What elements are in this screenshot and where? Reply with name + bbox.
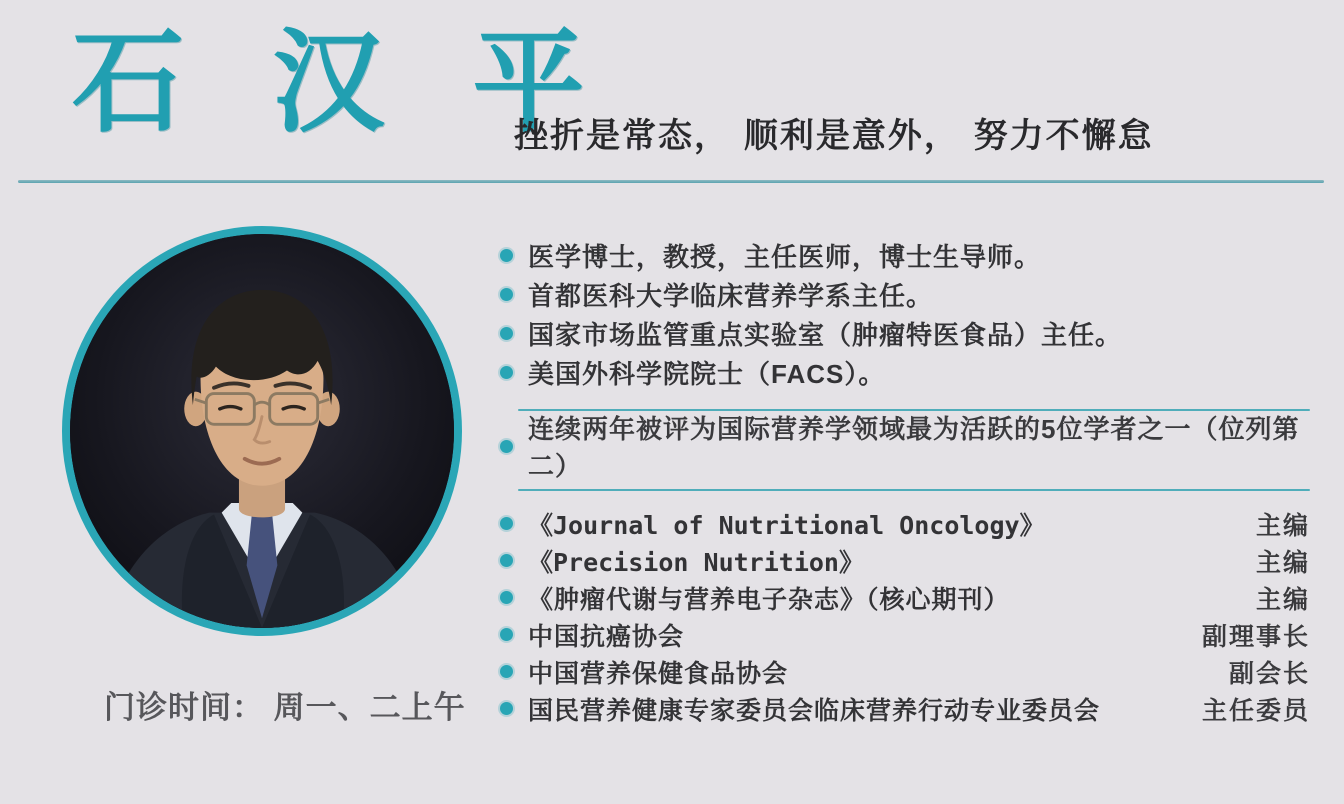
bullet-dot-icon: [500, 702, 513, 715]
bullet-dot-icon: [500, 327, 513, 340]
clinic-hours: 门诊时间： 周一、二上午: [104, 690, 466, 725]
credential-item: [500, 236, 1330, 275]
bio-panel: [500, 236, 1330, 727]
credentials-list: [500, 236, 1330, 392]
credential-item: [500, 314, 1330, 353]
organization-name: 《Precision Nutrition》: [528, 547, 864, 577]
highlight-text: 连续两年被评为国际营养学领域最为活跃的5位学者之一（位列第二）: [528, 414, 1300, 481]
position-row: [500, 579, 1330, 616]
role-label: 主编: [1255, 548, 1310, 577]
highlight-row: [500, 414, 1330, 481]
credential-text: 首都医科大学临床营养学系主任。: [528, 281, 934, 311]
role-label: 副理事长: [1201, 622, 1310, 651]
credential-item: [500, 275, 1330, 314]
credential-item: [500, 353, 1330, 392]
bullet-dot-icon: [500, 517, 513, 530]
bullet-dot-icon: [500, 665, 513, 678]
role-label: 主编: [1255, 585, 1310, 614]
position-row: [500, 542, 1330, 579]
organization-name: 中国抗癌协会: [528, 622, 685, 651]
organization-name: 《肿瘤代谢与营养电子杂志》（核心期刊）: [528, 585, 1010, 614]
position-row: [500, 690, 1330, 727]
organization-name: 中国营养保健食品协会: [528, 659, 789, 688]
positions-list: [500, 505, 1330, 727]
organization-name: 《Journal of Nutritional Oncology》: [528, 510, 1045, 540]
bullet-dot-icon: [500, 554, 513, 567]
credential-text: 医学博士，教授，主任医师，博士生导师。: [528, 242, 1042, 272]
role-label: 副会长: [1228, 659, 1310, 688]
bullet-dot-icon: [500, 628, 513, 641]
role-label: 主任委员: [1201, 696, 1310, 725]
role-label: 主编: [1255, 511, 1310, 540]
position-row: [500, 616, 1330, 653]
position-row: [500, 505, 1330, 542]
organization-name: 国民营养健康专家委员会临床营养行动专业委员会: [528, 696, 1101, 725]
portrait-photo: [62, 226, 462, 636]
doctor-name: 石 汉 平: [72, 17, 610, 148]
bullet-dot-icon: [500, 440, 513, 453]
credential-text: 美国外科学院院士（FACS）。: [528, 359, 886, 389]
position-row: [500, 653, 1330, 690]
bullet-dot-icon: [500, 249, 513, 262]
bullet-dot-icon: [500, 591, 513, 604]
portrait-illustration: [70, 234, 454, 628]
header-divider: [18, 180, 1324, 183]
highlight-divider-bottom: [518, 489, 1310, 491]
motto-text: 挫折是常态， 顺利是意外， 努力不懈怠: [514, 116, 1154, 156]
credential-text: 国家市场监管重点实验室（肿瘤特医食品）主任。: [528, 320, 1123, 350]
bullet-dot-icon: [500, 366, 513, 379]
bullet-dot-icon: [500, 288, 513, 301]
